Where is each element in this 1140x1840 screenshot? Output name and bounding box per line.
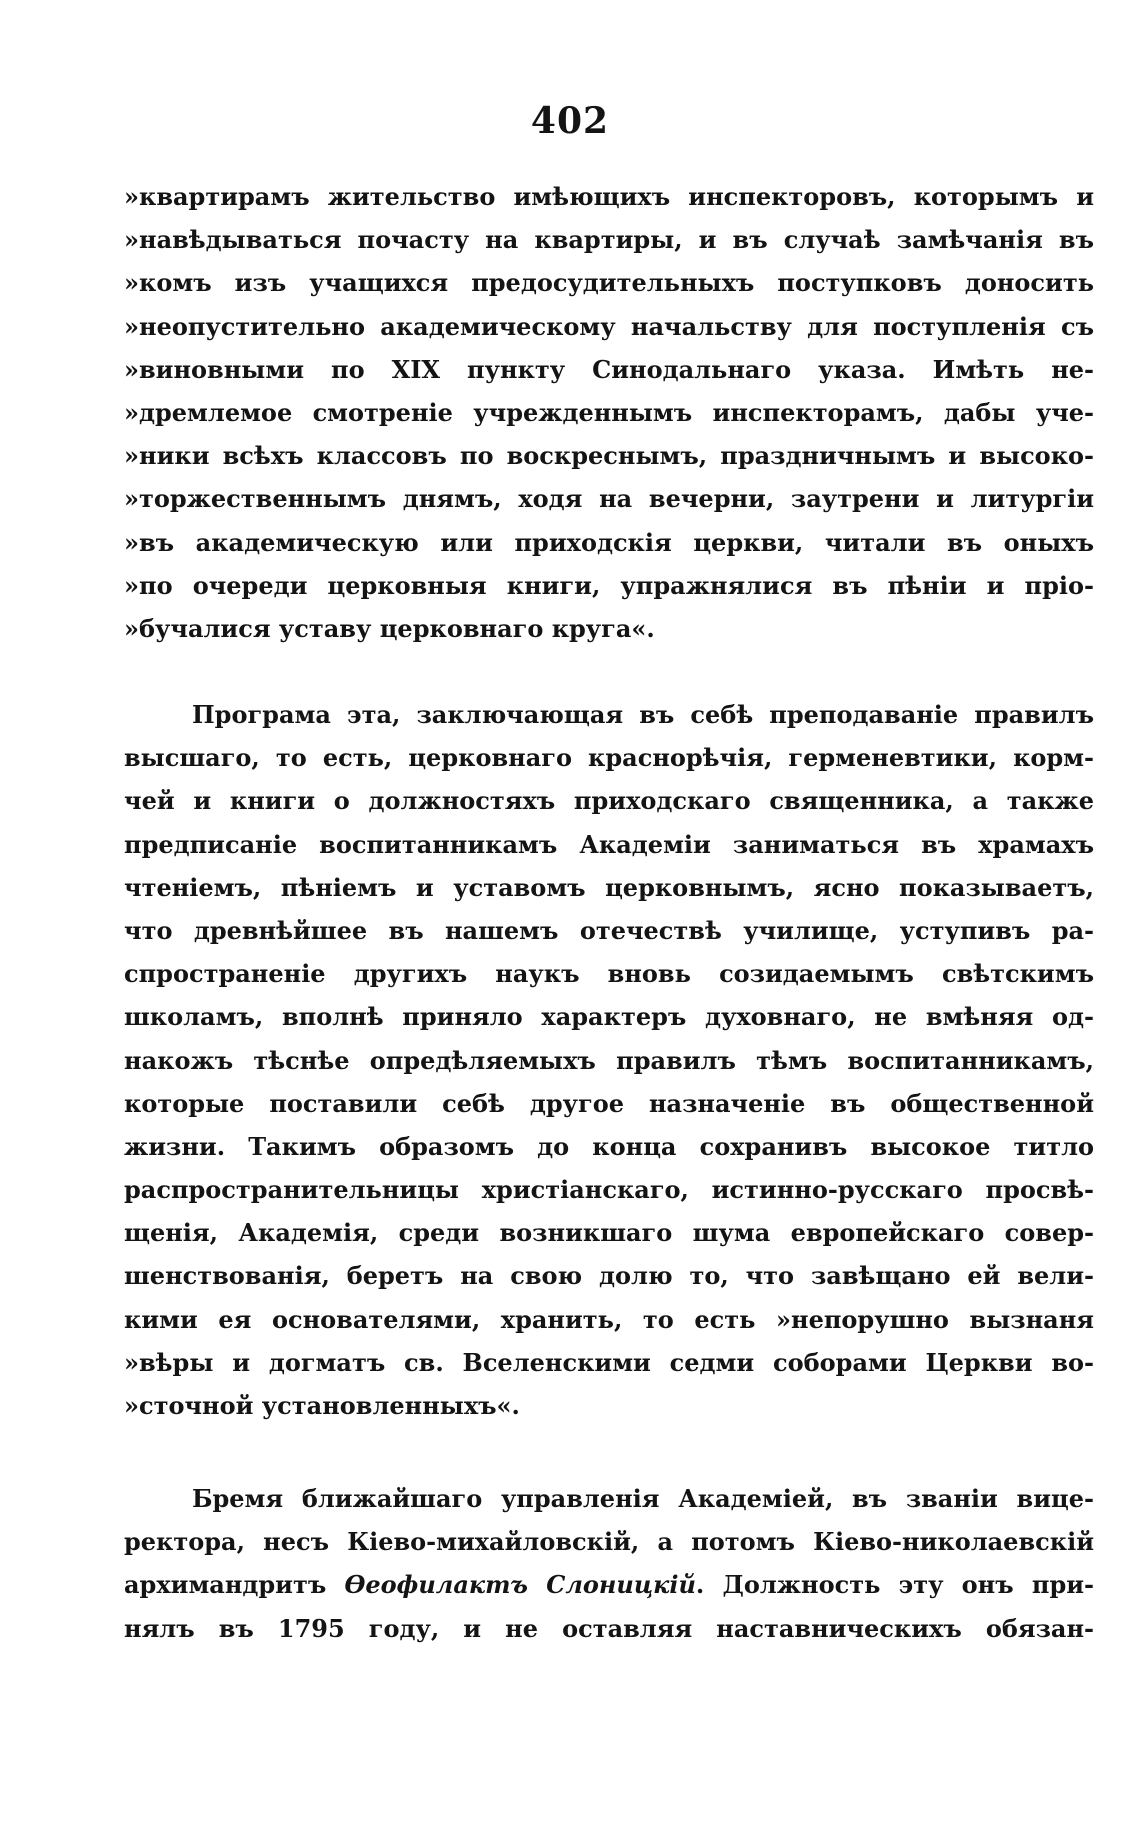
text-line: »торжественнымъ днямъ, ходя на вечерни, заутрени и литургіи bbox=[124, 484, 1094, 514]
text-line: что древнѣйшее въ нашемъ отечествѣ училище, уступивъ ра- bbox=[124, 915, 1094, 945]
text-line: спространеніе другихъ наукъ вновь созидаемымъ свѣтскимъ bbox=[124, 959, 1094, 989]
text-line: »по очереди церковныя книги, упражнялися въ пѣніи и пріо- bbox=[124, 570, 1094, 600]
text-segment: архимандритъ bbox=[124, 1570, 345, 1600]
text-line: высшаго, то есть, церковнаго краснорѣчія, герменевтики, корм- bbox=[124, 743, 1094, 773]
text-line: ректора, несъ Кіево-михайловскій, а потомъ Кіево-николаевскій bbox=[124, 1527, 1094, 1557]
text-line: »въ академическую или приходскія церкви, читали въ оныхъ bbox=[124, 527, 1094, 557]
page-number: 402 bbox=[530, 100, 610, 142]
paragraph-3 bbox=[124, 1477, 1094, 1650]
text-line: »виновными по XIX пункту Синодальнаго указа. Имѣть не- bbox=[124, 354, 1094, 384]
text-line: предписаніе воспитанникамъ Академіи заниматься въ храмахъ bbox=[124, 829, 1094, 859]
text-line: кими ея основателями, хранить, то есть »непорушно вызнаня bbox=[124, 1304, 1094, 1334]
text-line: »неопустительно академическому начальству для поступленія съ bbox=[124, 311, 1094, 341]
text-line: »вѣры и догматъ св. Вселенскими седми соборами Церкви во- bbox=[124, 1347, 1094, 1377]
text-line: Програма эта, заключающая въ себѣ преподаваніе правилъ bbox=[192, 700, 1094, 729]
text-line: Бремя ближайшаго управленія Академіей, въ званіи вице- bbox=[192, 1484, 1094, 1513]
text-line: жизни. Такимъ образомъ до конца сохранивъ высокое титло bbox=[124, 1131, 1094, 1161]
text-line: щенія, Академія, среди возникшаго шума европейскаго совер- bbox=[124, 1218, 1094, 1248]
paragraph-2 bbox=[124, 693, 1094, 1427]
text-line: »сточной установленныхъ«. bbox=[124, 1391, 520, 1420]
text-line: »дремлемое смотреніе учрежденнымъ инспекторамъ, дабы уче- bbox=[124, 397, 1094, 427]
text-line: нялъ въ 1795 году, и не оставляя наставническихъ обязан- bbox=[124, 1613, 1094, 1643]
text-line: которые поставили себѣ другое назначеніе въ общественной bbox=[124, 1088, 1094, 1118]
text-line: »квартирамъ жительство имѣющихъ инспекторовъ, которымъ и bbox=[124, 182, 1094, 211]
text-line: »комъ изъ учащихся предосудительныхъ поступковъ доносить bbox=[124, 268, 1094, 298]
text-line: чтеніемъ, пѣніемъ и уставомъ церковнымъ, ясно показываетъ, bbox=[124, 872, 1094, 902]
text-line: чей и книги о должностяхъ приходскаго священника, а также bbox=[124, 786, 1094, 816]
text-line: накожъ тѣснѣе опредѣляемыхъ правилъ тѣмъ воспитанникамъ, bbox=[124, 1045, 1094, 1075]
text-line: »ники всѣхъ классовъ по воскреснымъ, праздничнымъ и высоко- bbox=[124, 441, 1094, 471]
text-line: школамъ, вполнѣ приняло характеръ духовнаго, не вмѣняя од- bbox=[124, 1002, 1094, 1032]
text-line: »навѣдываться почасту на квартиры, и въ случаѣ замѣчанія въ bbox=[124, 225, 1094, 255]
text-segment: . Должность эту онъ при- bbox=[695, 1570, 1094, 1600]
text-line: шенствованія, беретъ на свою долю то, что завѣщано ей вели- bbox=[124, 1261, 1094, 1291]
text-line: распространительницы христіанскаго, истинно-русскаго просвѣ- bbox=[124, 1175, 1094, 1205]
paragraph-1 bbox=[124, 175, 1094, 650]
text-line: »бучалися уставу церковнаго круга«. bbox=[124, 613, 655, 643]
text-line bbox=[124, 1563, 1094, 1606]
person-name: Ѳеофилактъ Слоницкій bbox=[344, 1570, 696, 1600]
